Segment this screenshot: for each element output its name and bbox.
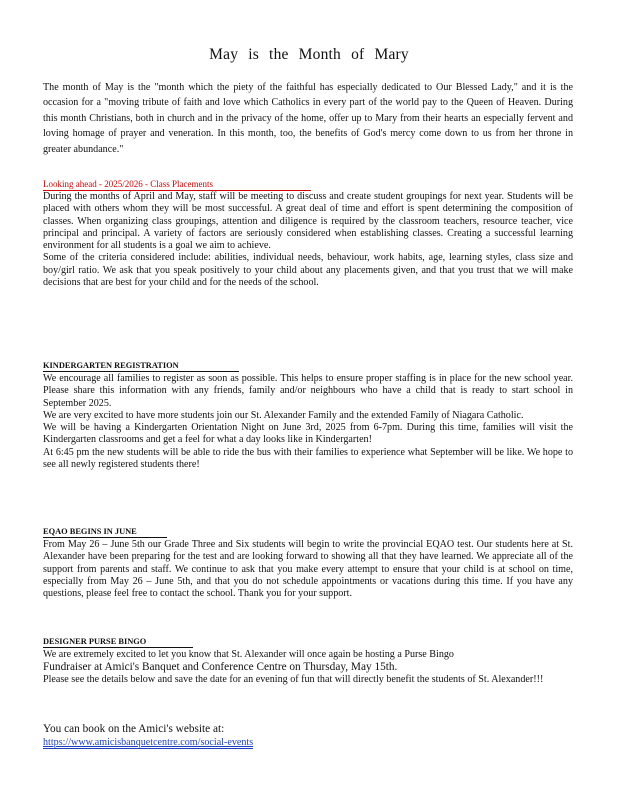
kindergarten-paragraph-2: We are very excited to have more students join our St. Alexander Family and the extended Family of Niagara Catholic. bbox=[43, 409, 524, 421]
kindergarten-heading: KINDERGARTEN REGISTRATION bbox=[43, 361, 239, 372]
class-placements-heading: Looking ahead - 2025/2026 - Class Placements bbox=[43, 179, 311, 191]
class-placements-section bbox=[43, 191, 573, 289]
eqao-heading: EQAO BEGINS IN JUNE bbox=[43, 527, 167, 538]
kindergarten-paragraph-3: We will be having a Kindergarten Orientation Night on June 3rd, 2025 from 6-7pm. During this time, families will visit the Kindergarten classrooms and get a feel for what a day looks like in Kindergarten! bbox=[43, 422, 573, 446]
placements-paragraph-1: During the months of April and May, staff will be meeting to discuss and create student groupings for next year. Students will be placed with others whom they will be most successful. A great deal of time and effort is spent determining the composition of classes. When organizing class groupings, attention and diligence is required by the classroom teachers, resource teacher, vice principal and principal. A variety of factors are seriously considered when establishing classes. Creating a successful learning environment for all students is a goal we aim to achieve. bbox=[43, 191, 573, 252]
bingo-heading: DESIGNER PURSE BINGO bbox=[43, 637, 193, 648]
bingo-section bbox=[43, 649, 573, 686]
bingo-line-3: Please see the details below and save the date for an evening of fun that will directly benefit the students of St. Alexander!!! bbox=[43, 673, 544, 685]
bingo-line-2: Fundraiser at Amici's Banquet and Conference Centre on Thursday, May 15th. bbox=[43, 661, 398, 674]
kindergarten-paragraph-1: We encourage all families to register as soon as possible. This helps to ensure proper staffing is in place for the new school year. Please share this information with any friends, family and/or neighbours who have a child that is ready to start school in September 2025. bbox=[43, 373, 573, 409]
intro-paragraph: The month of May is the "month which the piety of the faithful has especially dedicated to Our Blessed Lady," and it is the occasion for a "moving tribute of faith and love which Catholics in every part of the world pay to the Queen of Heaven. During this month Christians, both in church and in the privacy of the home, offer up to Mary from their hearts an especially fervent and loving homage of prayer and veneration. In this month, too, the benefits of God's mercy come down to us from her throne in greater abundance." bbox=[43, 82, 573, 155]
page-title: May is the Month of Mary bbox=[209, 46, 409, 63]
bingo-line-1: We are extremely excited to let you know that St. Alexander will once again be hosting a Purse Bingo bbox=[43, 649, 454, 660]
kindergarten-paragraph-4: At 6:45 pm the new students will be able to ride the bus with their families to experience what September will be like. We hope to see all newly registered students there! bbox=[43, 446, 573, 471]
eqao-section bbox=[43, 539, 573, 600]
placements-paragraph-2: Some of the criteria considered include: abilities, individual needs, behaviour, work habits, age, learning styles, class size and boy/girl ratio. We ask that you speak positively to your child about any placements given, and that you trust that we will make decisions that are best for your child and for the needs of the school. bbox=[43, 252, 573, 289]
booking-text: You can book on the Amici's website at: bbox=[43, 723, 225, 735]
kindergarten-section bbox=[43, 373, 573, 471]
eqao-paragraph: From May 26 – June 5th our Grade Three and Six students will begin to write the provincial EQAO test. Our students here at St. Alexander have been preparing for the test and are looking forward to showing all that they have learned. We appreciate all of the support from parents and staff. We continue to ask that you make every attempt to ensure that your child is at school on time, especially from May 26 – June 5th, and that you do not schedule appointments or vacations during this time. If you have any questions, please feel free to contact the school. Thank you for your support. bbox=[43, 539, 573, 600]
amici-website-link[interactable]: https://www.amicisbanquetcentre.com/social-events bbox=[43, 737, 254, 748]
